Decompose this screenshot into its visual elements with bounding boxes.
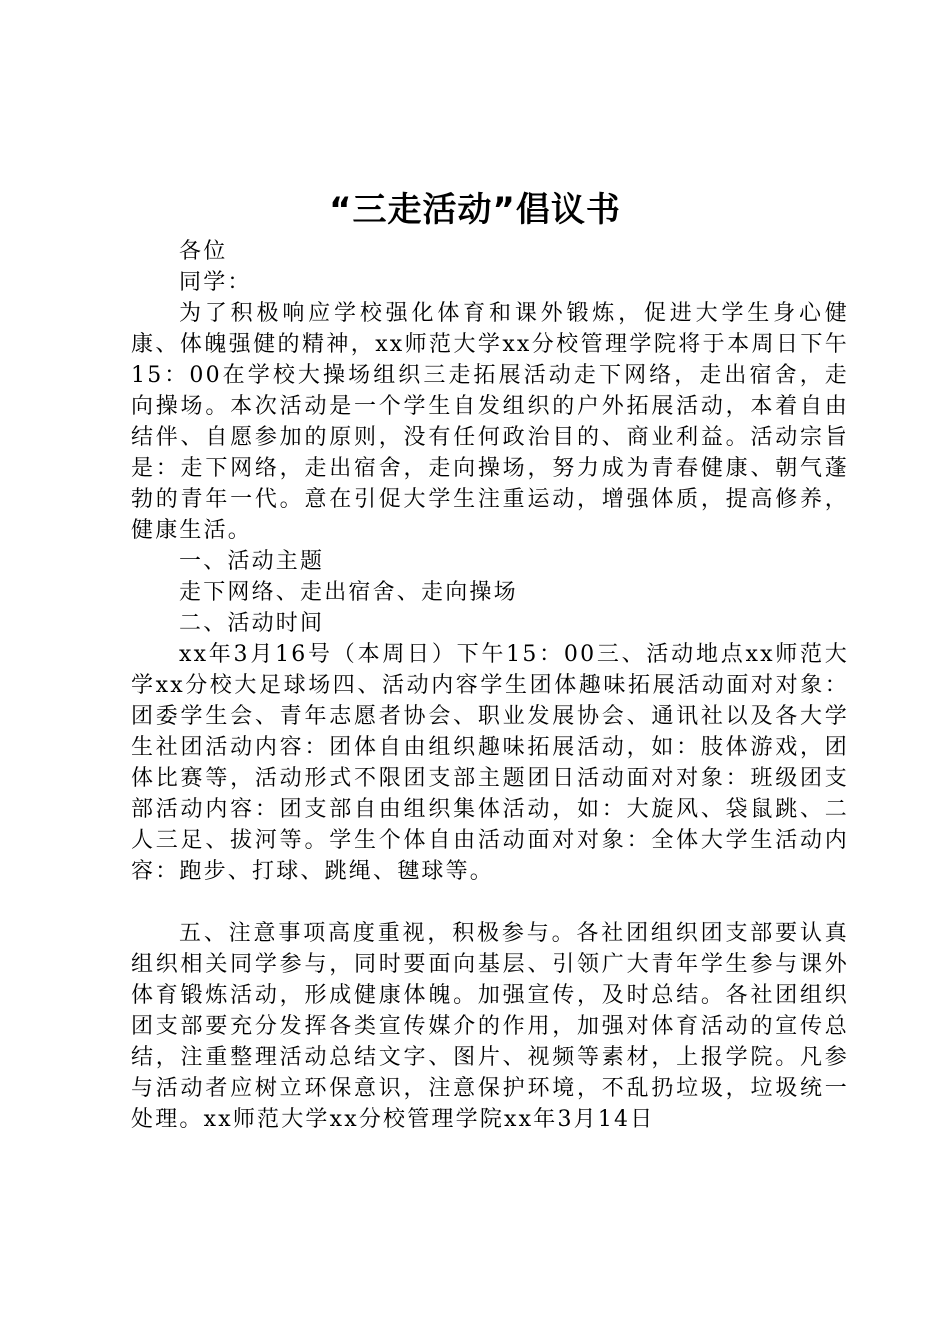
document-title: “三走活动”倡议书	[329, 190, 621, 230]
paragraph-spacer	[131, 887, 849, 918]
section-1-body: 走下网络、走出宿舍、走向操场	[179, 580, 518, 605]
document-body	[131, 236, 849, 1135]
section-1-heading: 一、活动主题	[179, 549, 325, 574]
intro-paragraph: 为了积极响应学校强化体育和课外锻炼，促进大学生身心健康、体魄强健的精神，xx师范大学xx分校管理学院将于本周日下午15：00在学校大操场组织三走拓展活动走下网络，走出宿舍，走向操场。本次活动是一个学生自发组织的户外拓展活动，本着自由结伴、自愿参加的原则，没有任何政治目的、商业利益。活动宗旨是：走下网络，走出宿舍，走向操场，努力成为青春健康、朝气蓬勃的青年一代。意在引促大学生注重运动，增强体质，提高修养，健康生活。	[131, 301, 849, 543]
section-2-heading: 二、活动时间	[179, 611, 325, 636]
section-2-body: xx年3月16号（本周日）下午15：00三、活动地点xx师范大学xx分校大足球场四、活动内容学生团体趣味拓展活动面对对象：团委学生会、青年志愿者协会、职业发展协会、通讯社以及各大学生社团活动内容：团体自由组织趣味拓展活动，如：肢体游戏，团体比赛等，活动形式不限团支部主题团日活动面对对象：班级团支部活动内容：团支部自由组织集体活动，如：大旋风、袋鼠跳、二人三足、拔河等。学生个体自由活动面对对象：全体大学生活动内容：跑步、打球、跳绳、毽球等。	[131, 642, 849, 884]
salutation-line-2: 同学：	[179, 270, 252, 295]
salutation-line-1: 各位	[179, 239, 228, 264]
section-5-paragraph: 五、注意事项高度重视，积极参与。各社团组织团支部要认真组织相关同学参与，同时要面向基层、引领广大青年学生参与课外体育锻炼活动，形成健康体魄。加强宣传，及时总结。各社团组织团支部要充分发挥各类宣传媒介的作用，加强对体育活动的宣传总结，注重整理活动总结文字、图片、视频等素材，上报学院。凡参与活动者应树立环保意识，注意保护环境，不乱扔垃圾，垃圾统一处理。xx师范大学xx分校管理学院xx年3月14日	[131, 921, 849, 1132]
